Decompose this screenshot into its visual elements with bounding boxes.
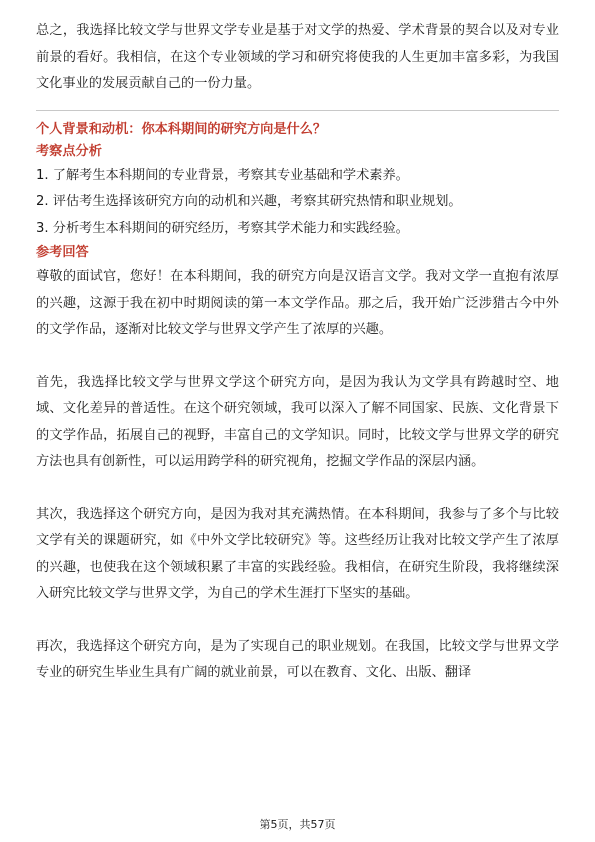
- paragraph-gap: [36, 344, 559, 370]
- analysis-point: 3. 分析考生本科期间的研究经历，考察其学术能力和实践经验。: [36, 220, 409, 236]
- paragraph-gap: [36, 608, 559, 634]
- answer-label: 参考回答: [36, 245, 89, 260]
- analysis-point: 1. 了解考生本科期间的专业背景，考察其专业基础和学术素养。: [36, 167, 409, 183]
- answer-paragraph: 再次，我选择这个研究方向，是为了实现自己的职业规划。在我国，比较文学与世界文学专业的研究生毕业生具有广阔的就业前景，可以在教育、文化、出版、翻译: [36, 638, 559, 680]
- page-content: [36, 18, 559, 687]
- answer-paragraph: 首先，我选择比较文学与世界文学这个研究方向，是因为我认为文学具有跨越时空、地域、文化差异的普适性。在这个研究领域，我可以深入了解不同国家、民族、文化背景下的文学作品，拓展自己的视野，丰富自己的文学知识。同时，比较文学与世界文学的研究方法也具有创新性，可以运用跨学科的研究视角，挖掘文学作品的深层内涵。: [36, 374, 559, 469]
- question-heading: 个人背景和动机：你本科期间的研究方向是什么？: [36, 121, 327, 137]
- section-divider: [36, 110, 559, 111]
- analysis-point: 2. 评估考生选择该研究方向的动机和兴趣，考察其研究热情和职业规划。: [36, 194, 462, 209]
- page-number-footer: 第5页，共57页: [259, 818, 336, 831]
- analysis-label: 考察点分析: [36, 143, 102, 159]
- answer-paragraph: 其次，我选择这个研究方向，是因为我对其充满热情。在本科期间，我参与了多个与比较文学有关的课题研究，如《中外文学比较研究》等。这些经历让我对比较文学产生了浓厚的兴趣，也使我在这个领域积累了丰富的实践经验。我相信，在研究生阶段，我将继续深入研究比较文学与世界文学，为自己的学术生涯打下坚实的基础。: [36, 506, 559, 601]
- answer-paragraph: 尊敬的面试官，您好！在本科期间，我的研究方向是汉语言文学。我对文学一直抱有浓厚的兴趣，这源于我在初中时期阅读的第一本文学作品。那之后，我开始广泛涉猎古今中外的文学作品，逐渐对比较文学与世界文学产生了浓厚的兴趣。: [36, 269, 559, 337]
- analysis-list: [36, 163, 559, 243]
- intro-paragraph: 总之，我选择比较文学与世界文学专业是基于对文学的热爱、学术背景的契合以及对专业前景的看好。我相信，在这个专业领域的学习和研究将使我的人生更加丰富多彩，为我国文化事业的发展贡献自己的一份力量。: [36, 23, 559, 91]
- paragraph-gap: [36, 476, 559, 502]
